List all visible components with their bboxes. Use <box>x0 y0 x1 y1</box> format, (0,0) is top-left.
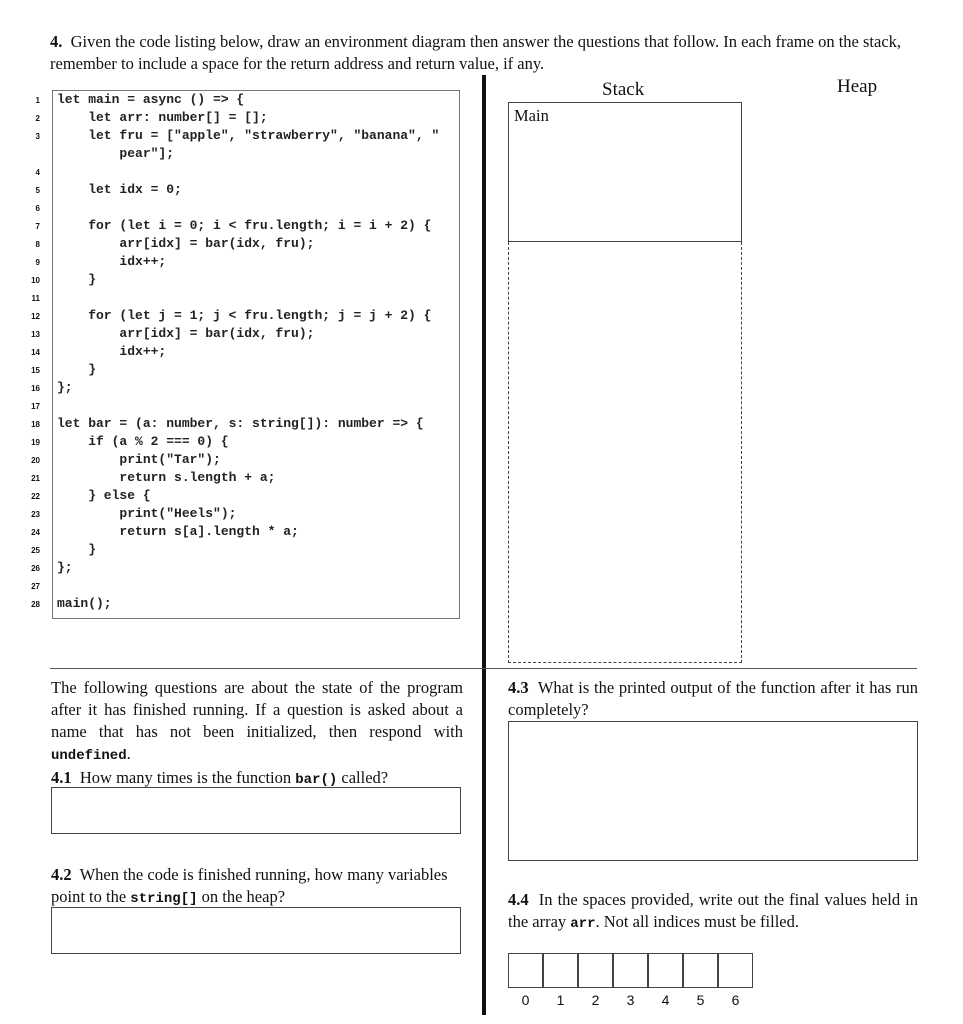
array-cell[interactable] <box>683 953 718 988</box>
line-number: 2 <box>35 114 40 123</box>
line-number: 20 <box>31 456 40 465</box>
array-index-label: 6 <box>731 992 740 1008</box>
array-index-label: 2 <box>591 992 600 1008</box>
code-line: print("Tar"); <box>57 452 221 467</box>
code-line: } <box>57 362 97 377</box>
array-cell[interactable] <box>718 953 753 988</box>
line-number: 11 <box>31 294 40 303</box>
line-number: 21 <box>31 474 40 483</box>
line-number: 27 <box>31 582 40 591</box>
array-index-label: 4 <box>661 992 670 1008</box>
question-4-3: 4.3 What is the printed output of the function after it has run completely? <box>508 678 918 719</box>
array-cell[interactable] <box>578 953 613 988</box>
code-line: arr[idx] = bar(idx, fru); <box>57 326 315 341</box>
question-4-4: 4.4 In the spaces provided, write out the final values held in the array arr. Not all indices must be filled. <box>508 890 918 932</box>
code-line: let idx = 0; <box>57 182 182 197</box>
code-line: idx++; <box>57 254 167 269</box>
intro-text: The following questions are about the state of the program after it has finished running. If a question is asked about a name that has not been initialized, then respond with undefined. 4.1 How many times is the function bar() called? <box>51 678 463 788</box>
line-number: 9 <box>35 258 40 267</box>
line-number: 17 <box>31 402 40 411</box>
question-number: 4. <box>50 32 63 51</box>
stack-area[interactable] <box>508 242 742 663</box>
line-number: 4 <box>35 168 40 177</box>
heap-label: Heap <box>837 76 878 97</box>
code-line: }; <box>57 380 73 395</box>
answer-box-4-2[interactable] <box>51 907 461 954</box>
stack-label: Stack <box>602 79 645 100</box>
array-index-label: 5 <box>696 992 705 1008</box>
vertical-divider <box>482 75 486 1015</box>
code-line: } <box>57 272 97 287</box>
code-line: } else { <box>57 488 151 503</box>
array-index-label: 3 <box>626 992 635 1008</box>
code-line: let arr: number[] = []; <box>57 110 268 125</box>
question-4-2: 4.2 When the code is finished running, how many variables point to the string[] on the heap? <box>51 865 448 907</box>
answer-box-4-1[interactable] <box>51 787 461 834</box>
code-line: for (let i = 0; i < fru.length; i = i + 2) { <box>57 218 432 233</box>
code-line: return s.length + a; <box>57 470 276 485</box>
question-heading <box>50 31 930 75</box>
line-number: 24 <box>31 528 40 537</box>
line-number: 16 <box>31 384 40 393</box>
line-number: 1 <box>35 96 40 105</box>
code-line: pear"]; <box>57 146 175 161</box>
array-cell[interactable] <box>613 953 648 988</box>
line-number: 7 <box>35 222 40 231</box>
array-index-label: 1 <box>556 992 565 1008</box>
line-number: 8 <box>35 240 40 249</box>
line-number: 15 <box>31 366 40 375</box>
line-number: 19 <box>31 438 40 447</box>
line-number: 12 <box>31 312 40 321</box>
code-line: let main = async () => { <box>57 92 245 107</box>
code-line: return s[a].length * a; <box>57 524 299 539</box>
code-line: } <box>57 542 97 557</box>
array-cell[interactable] <box>543 953 578 988</box>
code-line: main(); <box>57 596 112 611</box>
code-line: let bar = (a: number, s: string[]): number => { <box>57 416 424 431</box>
code-line: let fru = ["apple", "strawberry", "banana", " <box>57 128 440 143</box>
array-cell[interactable] <box>508 953 543 988</box>
array-index-label: 0 <box>521 992 530 1008</box>
code-line: print("Heels"); <box>57 506 237 521</box>
line-number: 22 <box>31 492 40 501</box>
line-number: 18 <box>31 420 40 429</box>
code-line: arr[idx] = bar(idx, fru); <box>57 236 315 251</box>
array-cell[interactable] <box>648 953 683 988</box>
line-number: 13 <box>31 330 40 339</box>
main-frame-label: Main <box>514 106 549 125</box>
answer-box-4-3[interactable] <box>508 721 918 861</box>
line-number: 23 <box>31 510 40 519</box>
horizontal-divider <box>50 668 917 669</box>
code-line: for (let j = 1; j < fru.length; j = j + 2) { <box>57 308 432 323</box>
line-number: 3 <box>35 132 40 141</box>
question-text: Given the code listing below, draw an environment diagram then answer the questions that follow. In each frame on the stack, remember to include a space for the return address and return value, if any. <box>50 32 902 73</box>
code-line: }; <box>57 560 73 575</box>
line-number: 28 <box>31 600 40 609</box>
line-number: 14 <box>31 348 40 357</box>
line-number: 25 <box>31 546 40 555</box>
line-number: 6 <box>35 204 40 213</box>
line-number: 10 <box>31 276 40 285</box>
code-line: if (a % 2 === 0) { <box>57 434 229 449</box>
line-number: 26 <box>31 564 40 573</box>
code-line: idx++; <box>57 344 167 359</box>
line-number: 5 <box>35 186 40 195</box>
main-frame-box[interactable] <box>508 102 742 242</box>
